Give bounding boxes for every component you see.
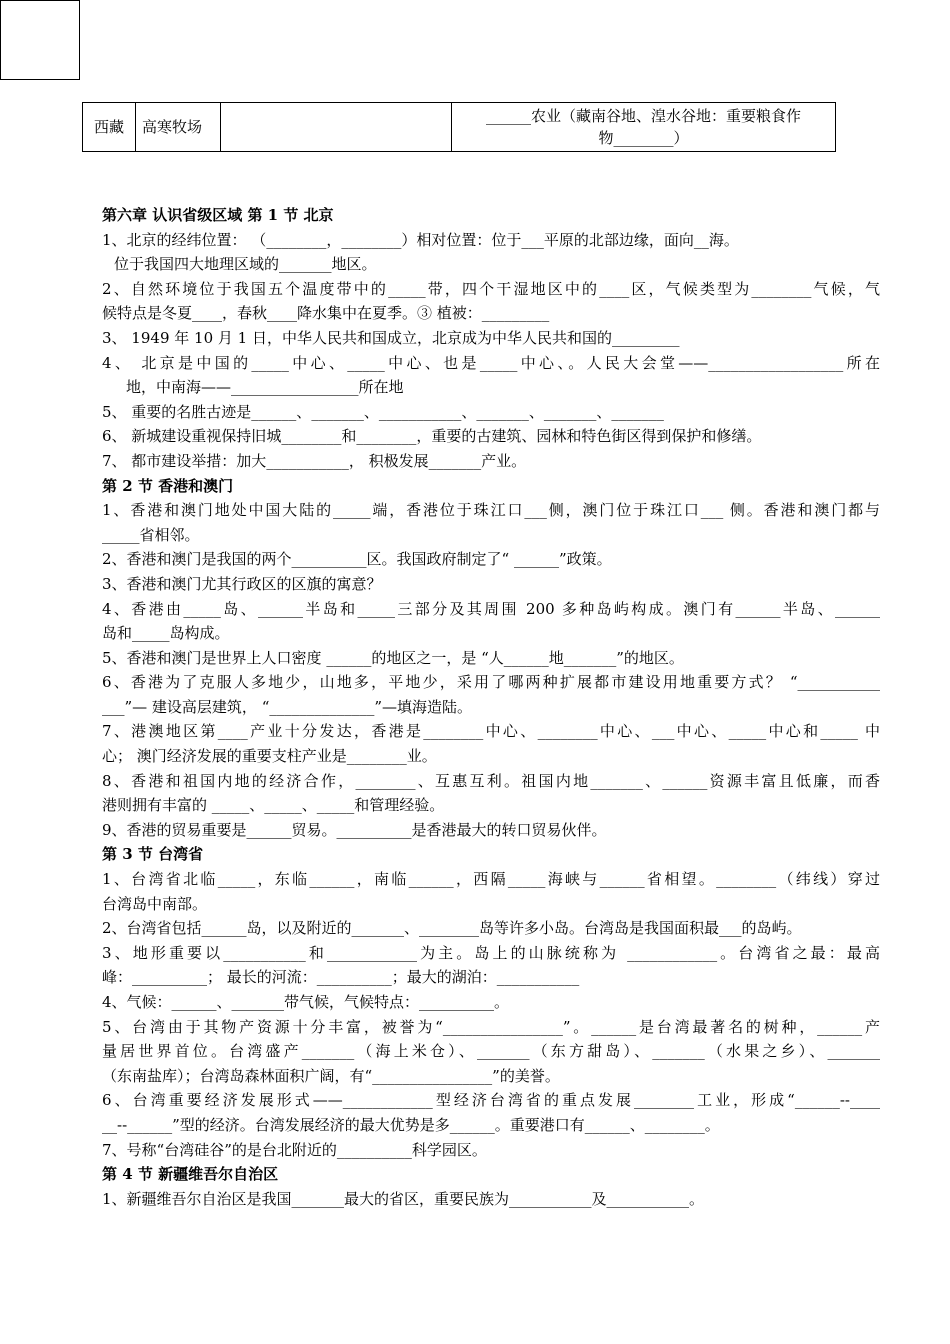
- corner-box: [0, 0, 80, 80]
- section-heading: 第六章 认识省级区域 第 1 节 北京: [102, 206, 334, 224]
- worksheet-line: 候特点是冬夏____，春秋____降水集中在夏季。③ 植被：_________: [102, 304, 550, 323]
- worksheet-line: 1、香港和澳门地处中国大陆的_____端，香港位于珠江口___侧，澳门位于珠江口___ 侧。香港和澳门都与: [102, 501, 880, 520]
- empty-cell: [221, 103, 452, 152]
- agriculture-cell: [452, 103, 836, 152]
- worksheet-line: 7、港澳地区第____产业十分发达，香港是________中心、________中心、___中心、_____中心和_____ 中: [102, 722, 880, 741]
- worksheet-line: 3、 1949 年 10 月 1 日，中华人民共和国成立，北京成为中华人民共和国的_________: [102, 328, 680, 347]
- worksheet-line: 3、地形重要以___________和____________为主。岛上的山脉统称为 ____________。台湾省之最：最高: [102, 943, 880, 962]
- worksheet-line: 2、台湾省包括______岛，以及附近的_______、________岛等许多小岛。台湾岛是我国面积最___的岛屿。: [102, 919, 802, 938]
- worksheet-line: 心； 澳门经济发展的重要支柱产业是________业。: [102, 747, 437, 766]
- table-row: [83, 103, 836, 152]
- worksheet-line: 1、新疆维吾尔自治区是我国_______最大的省区，重要民族为___________及___________。: [102, 1189, 705, 1208]
- worksheet-line: 7、号称“台湾硅谷”的是台北附近的__________科学园区。: [102, 1140, 487, 1159]
- worksheet-line: 2、香港和澳门是我国的两个__________区。我国政府制定了“ ______”政策。: [102, 550, 612, 569]
- worksheet-line: 位于我国四大地理区域的_______地区。: [114, 255, 377, 274]
- agriculture-table: [82, 102, 836, 152]
- section-heading: 第 3 节 台湾省: [102, 845, 204, 864]
- worksheet-line: （东南盐库）；台湾岛森林面积广阔，有“________________”的美誉。: [102, 1066, 560, 1085]
- worksheet-line: 峰：__________； 最长的河流：__________；最大的湖泊：___________: [102, 968, 580, 987]
- worksheet-line: 量居世界首位。台湾盛产_______（海上米仓）、_______（东方甜岛）、_______（水果之乡）、_______: [102, 1042, 880, 1061]
- worksheet-line: 9、香港的贸易重要是______贸易。__________是香港最大的转口贸易伙伴。: [102, 820, 607, 839]
- worksheet-line: 岛和_____岛构成。: [102, 624, 230, 643]
- worksheet-line: 5、 重要的名胜古迹是______、_______、___________、_______、_______、_______: [102, 402, 664, 421]
- worksheet-line: 7、 都市建设举措：加大___________， 积极发展_______产业。: [102, 451, 527, 470]
- worksheet-line: __--______”型的经济。台湾发展经济的最大优势是多______。重要港口有______、________。: [102, 1115, 720, 1134]
- worksheet-line: 6、台湾重要经济发展形式——____________型经济台湾省的重点发展________工业，形成“______--____: [102, 1091, 880, 1110]
- worksheet-line: 4、 北京是中国的_____中心、_____中心、也是_____中心、。人民大会堂——__________________所在: [102, 353, 880, 372]
- worksheet-line: 3、香港和澳门尤其行政区的区旗的寓意？: [102, 574, 382, 593]
- worksheet-content: [102, 203, 880, 1211]
- agriculture-line-2: 物________）: [598, 129, 689, 147]
- worksheet-line: 4、香港由_____岛、______半岛和_____三部分及其周围 200 多种岛屿构成。澳门有______半岛、______: [102, 599, 880, 618]
- worksheet-line: 2、自然环境位于我国五个温度带中的_____带，四个干湿地区中的____区，气候类型为________气候，气: [102, 279, 880, 298]
- worksheet-line: 6、 新城建设重视保持旧城________和________，重要的古建筑、园林和特色街区得到保护和修缮。: [102, 427, 762, 446]
- region-cell: 西藏: [83, 103, 136, 152]
- worksheet-line: 5、台湾由于其物产资源十分丰富，被誉为“________________”。______是台湾最著名的树种，______产: [102, 1017, 880, 1036]
- worksheet-line: 6、香港为了克服人多地少，山地多，平地少，采用了哪两种扩展都市建设用地重要方式？ “___________: [102, 673, 880, 692]
- type-cell: 高寒牧场: [136, 103, 221, 152]
- worksheet-line: 8、香港和祖国内地的经济合作，________、互惠互利。祖国内地_______、______资源丰富且低廉，而香: [102, 771, 880, 790]
- agriculture-line-1: ______农业（藏南谷地、湟水谷地：重要粮食作: [485, 107, 801, 125]
- worksheet-line: _____省相邻。: [102, 525, 200, 544]
- worksheet-line: ___”— 建设高层建筑， “______________”—填海造陆。: [102, 697, 473, 716]
- section-heading: 第 4 节 新疆维吾尔自治区: [102, 1165, 279, 1184]
- section-heading: 第 2 节 香港和澳门: [102, 476, 234, 495]
- worksheet-line: 地，中南海——_________________所在地: [126, 378, 404, 397]
- worksheet-line: 港则拥有丰富的 _____、_____、_____和管理经验。: [102, 796, 445, 815]
- worksheet-line: 5、香港和澳门是世界上人口密度 ______的地区之一，是 “人______地_______”的地区。: [102, 648, 684, 667]
- worksheet-line: 1、北京的经纬位置： （________，________）相对位置：位于___平原的北部边缘，面向__海。: [102, 230, 739, 249]
- worksheet-line: 4、气候：______、_______带气候，气候特点：__________。: [102, 993, 510, 1011]
- worksheet-line: 1、台湾省北临_____，东临______，南临______，西隔_____海峡与______省相望。________（纬线）穿过: [102, 870, 880, 889]
- worksheet-line: 台湾岛中南部。: [102, 894, 208, 913]
